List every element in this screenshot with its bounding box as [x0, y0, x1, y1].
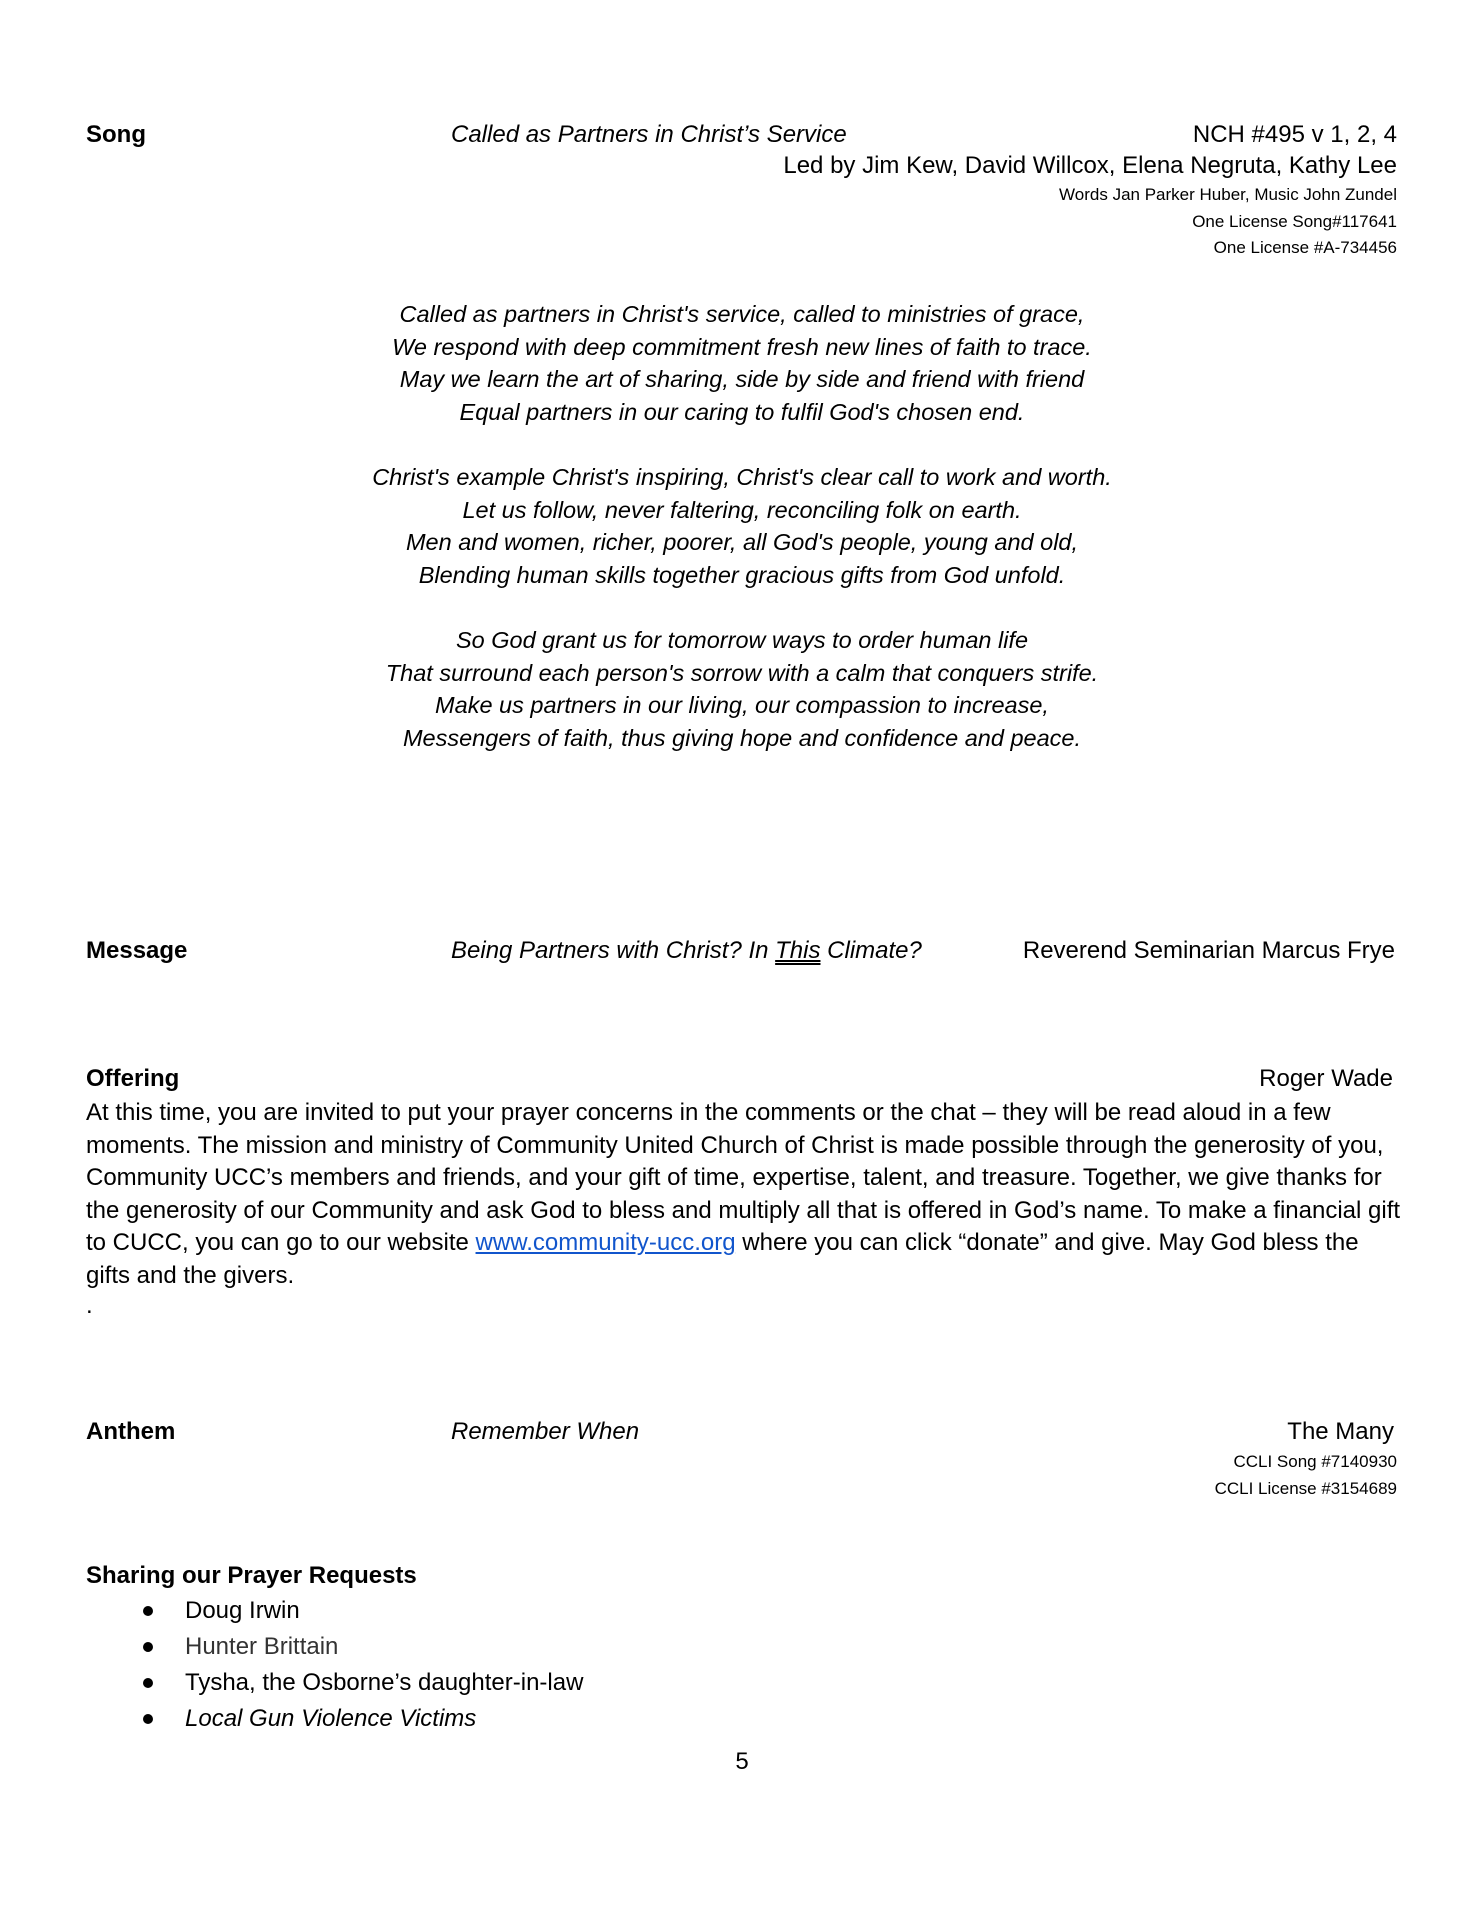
anthem-performer: The Many	[1287, 1418, 1394, 1445]
website-link[interactable]: www.community-ucc.org	[475, 1229, 736, 1257]
song-verse	[0, 461, 1484, 591]
offering-text-end: where you can click “donate” and give. May God bless the gifts and the givers.	[86, 1229, 1359, 1289]
message-title-emphasis: This	[775, 937, 821, 964]
bullet-icon	[143, 1606, 153, 1616]
lyric-line: Equal partners in our caring to fulfil God's chosen end.	[459, 398, 1025, 425]
list-item	[86, 1665, 583, 1701]
song-label: Song	[86, 121, 146, 148]
offering-leader: Roger Wade	[1259, 1065, 1393, 1092]
prayer-item-text: Local Gun Violence Victims	[185, 1705, 477, 1732]
song-credits: Words Jan Parker Huber, Music John Zundel	[1059, 185, 1397, 204]
message-title-part2: Climate?	[820, 937, 922, 964]
prayer-item-text: Hunter Brittain	[185, 1633, 339, 1660]
song-license: One License #A-734456	[1213, 238, 1397, 257]
offering-text: At this time, you are invited to put your prayer concerns in the comments or the chat – they will be read aloud in a few moments. The mission and ministry of Community United Church of Christ is made possible through the generosity of you, Community UCC’s members and friends, and your gift of time, expertise, talent, and treasure. Together, we give thanks for the generosity of our Community and ask God to bless and multiply all that is offered in God’s name. To make a financial gift to CUCC, you can go to our website	[86, 1099, 1401, 1257]
lyric-line: So God grant us for tomorrow ways to order human life	[455, 627, 1029, 653]
song-title: Called as Partners in Christ’s Service	[451, 121, 847, 148]
prayer-label: Sharing our Prayer Requests	[86, 1562, 417, 1589]
song-hymn-ref: NCH #495 v 1, 2, 4	[1192, 121, 1397, 148]
lyric-line: May we learn the art of sharing, side by side and friend with friend	[399, 366, 1085, 392]
offering-paragraph	[86, 1097, 1406, 1293]
lyric-line: Called as partners in Christ's service, called to ministries of grace,	[399, 301, 1085, 327]
offering-label: Offering	[86, 1065, 180, 1092]
song-led-by: Led by Jim Kew, David Willcox, Elena Negruta, Kathy Lee	[783, 152, 1397, 179]
list-item	[86, 1593, 583, 1629]
prayer-item-text: Doug Irwin	[185, 1597, 300, 1624]
message-title-part1: Being Partners with Christ? In	[451, 937, 776, 964]
lyric-line: That surround each person's sorrow with a calm that conquers strife.	[385, 659, 1099, 686]
lyric-line: Let us follow, never faltering, reconciling folk on earth.	[462, 496, 1022, 523]
list-item	[86, 1701, 583, 1737]
lyric-line: Christ's example Christ's inspiring, Christ's clear call to work and worth.	[372, 464, 1112, 490]
prayer-item-text: Tysha, the Osborne’s daughter-in-law	[185, 1669, 584, 1696]
message-title	[451, 937, 922, 965]
song-license-song: One License Song#117641	[1192, 212, 1397, 231]
trailing-mark: .	[86, 1292, 93, 1319]
message-speaker: Reverend Seminarian Marcus Frye	[1022, 937, 1395, 964]
anthem-ccli-song: CCLI Song #7140930	[1233, 1452, 1397, 1471]
lyric-line: Make us partners in our living, our compassion to increase,	[435, 692, 1049, 718]
bullet-icon	[143, 1714, 153, 1724]
song-verse	[0, 298, 1484, 428]
bullet-icon	[143, 1642, 153, 1652]
lyric-line: Messengers of faith, thus giving hope and confidence and peace.	[402, 724, 1082, 751]
page-number: 5	[735, 1748, 749, 1775]
bullet-icon	[143, 1678, 153, 1688]
lyric-line: Men and women, richer, poorer, all God's people, young and old,	[405, 529, 1079, 555]
list-item	[86, 1629, 583, 1665]
song-verse	[0, 624, 1484, 754]
anthem-label: Anthem	[86, 1418, 176, 1445]
song-lyrics	[0, 298, 1484, 787]
lyric-line: We respond with deep commitment fresh new lines of faith to trace.	[392, 333, 1092, 360]
anthem-ccli-license: CCLI License #3154689	[1214, 1479, 1397, 1498]
lyric-line: Blending human skills together gracious gifts from God unfold.	[418, 561, 1066, 588]
anthem-title: Remember When	[451, 1418, 640, 1445]
prayer-list	[86, 1593, 583, 1737]
message-label: Message	[86, 937, 188, 964]
